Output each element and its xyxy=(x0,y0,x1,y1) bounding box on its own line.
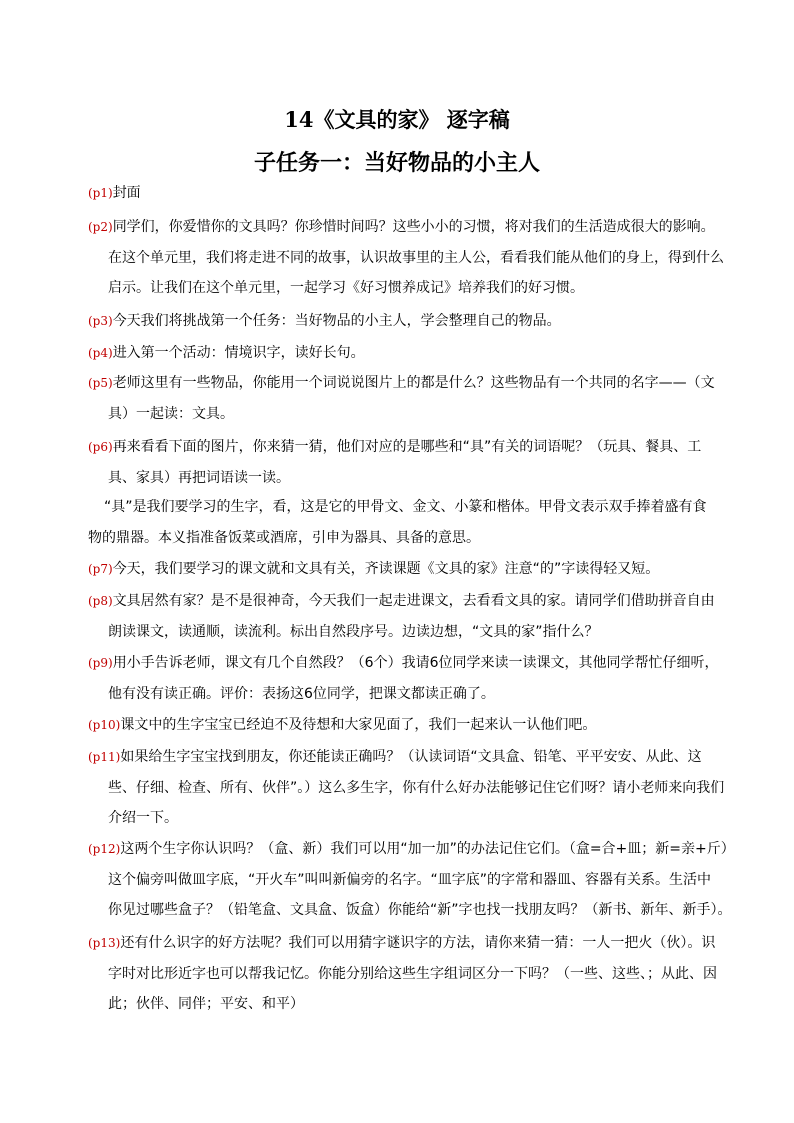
page-tag: (p5) xyxy=(88,376,113,390)
paragraph-p2 xyxy=(88,212,738,304)
paragraph-line: 今天，我们要学习的课文就和文具有关，齐读课题《文具的家》注意“的”字读得轻又短。 xyxy=(112,561,660,577)
paragraph-line: 这两个生字你认识吗？（盒、新）我们可以用“加一加”的办法记住它们。（盒=合+皿；新=亲+斤） xyxy=(120,841,735,857)
page-tag: (p9) xyxy=(88,656,113,670)
page-tag: (p7) xyxy=(88,562,113,576)
paragraph-line: 在这个单元里，我们将走进不同的故事，认识故事里的主人公，看看我们能从他们的身上，得到什么 xyxy=(108,249,724,266)
paragraph-p13 xyxy=(88,928,738,1020)
paragraph-line: 他有没有读正确。评价：表扬这6位同学，把课文都读正确了。 xyxy=(108,685,495,702)
paragraph-line: 字时对比形近字也可以帮我记忆。你能分别给这些生字组词区分一下吗？（一些、这些、；从此、因 xyxy=(108,965,717,982)
paragraph-line: 此；伙伴、同伴；平安、和平） xyxy=(108,996,304,1012)
paragraph-p1 xyxy=(88,178,738,209)
paragraph-line: 具、家具）再把词语读一读。 xyxy=(108,469,290,486)
paragraph-line: “具”是我们要学习的生字，看，这是它的甲骨文、金文、小篆和楷体。甲骨文表示双手捧着盛有食 xyxy=(104,499,707,515)
paragraph-p10 xyxy=(88,710,738,741)
page-tag: (p1) xyxy=(88,186,113,200)
paragraph-line: 再来看看下面的图片，你来猜一猜，他们对应的是哪些和“具”有关的词语呢？（玩具、餐具、工 xyxy=(112,439,702,455)
paragraph-p11 xyxy=(88,742,738,834)
paragraph-line: 课文中的生字宝宝已经迫不及待想和大家见面了，我们一起来认一认他们吧。 xyxy=(120,717,597,733)
page-tag: (p8) xyxy=(88,594,113,608)
paragraph-p3 xyxy=(88,306,738,337)
page-tag: (p2) xyxy=(88,220,113,234)
paragraph-line: 物的鼎器。本义指准备饭菜或酒席，引申为器具、具备的意思。 xyxy=(88,529,480,546)
page-tag: (p12) xyxy=(88,842,121,856)
paragraph-p5 xyxy=(88,368,738,429)
paragraph-line: 具）一起读：文具。 xyxy=(108,405,234,422)
paragraph-line: 这个偏旁叫做皿字底，“开火车”叫叫新偏旁的名字。“皿字底”的字常和器皿、容器有关系。生活中 xyxy=(108,871,712,888)
paragraph-line: 老师这里有一些物品，你能用一个词说说图片上的都是什么？这些物品有一个共同的名字——（文 xyxy=(112,375,715,391)
paragraph-p8 xyxy=(88,586,738,647)
paragraph-p12 xyxy=(88,834,738,926)
paragraph-line: 介绍一下。 xyxy=(108,810,178,826)
page-tag: (p13) xyxy=(88,936,121,950)
paragraph-p7 xyxy=(88,554,738,585)
paragraph-p9 xyxy=(88,648,738,709)
paragraph-p6 xyxy=(88,432,738,493)
paragraph-line: 启示。让我们在这个单元里，一起学习《好习惯养成记》培养我们的好习惯。 xyxy=(108,280,584,296)
paragraph-line: 你见过哪些盒子？（铅笔盒、文具盒、饭盒）你能给“新”字也找一找朋友吗？（新书、新年、新手）。 xyxy=(108,902,732,918)
paragraph-line: 封面 xyxy=(112,185,141,201)
paragraph-line: 进入第一个活动：情境识字，读好长句。 xyxy=(112,345,365,361)
document-title: 14《文具的家》 逐字稿 xyxy=(284,107,510,132)
page-tag: (p4) xyxy=(88,346,113,360)
paragraph-line: 朗读课文，读通顺，读流利。标出自然段序号。边读边想，“文具的家”指什么？ xyxy=(108,623,599,640)
paragraph-line: 用小手告诉老师，课文有几个自然段？（6个）我请6位同学来读一读课文，其他同学帮忙仔细听， xyxy=(112,655,719,671)
paragraph-line: 同学们，你爱惜你的文具吗？你珍惜时间吗？这些小小的习惯，将对我们的生活造成很大的影响。 xyxy=(112,219,715,235)
paragraph-line: 今天我们将挑战第一个任务：当好物品的小主人，学会整理自己的物品。 xyxy=(112,313,561,329)
page-tag: (p10) xyxy=(88,718,121,732)
paragraph-ju-explanation xyxy=(88,492,738,553)
paragraph-p4 xyxy=(88,338,738,369)
page-tag: (p3) xyxy=(88,314,113,328)
page-tag: (p11) xyxy=(88,750,121,764)
paragraph-line: 文具居然有家？是不是很神奇，今天我们一起走进课文，去看看文具的家。请同学们借助拼音自由 xyxy=(112,593,715,609)
document-subtitle: 子任务一：当好物品的小主人 xyxy=(253,150,540,176)
paragraph-line: 些、仔细、检查、所有、伙伴”。）这么多生字，你有什么好办法能够记住它们呀？请小老师来向我们 xyxy=(108,779,725,796)
paragraph-line: 如果给生字宝宝找到朋友，你还能读正确吗？（认读词语“文具盒、铅笔、平平安安、从此、这 xyxy=(120,749,702,765)
page-tag: (p6) xyxy=(88,440,113,454)
paragraph-line: 还有什么识字的好方法呢？我们可以用猜字谜识字的方法，请你来猜一猜：一人一把火（伙）。识 xyxy=(120,935,716,951)
